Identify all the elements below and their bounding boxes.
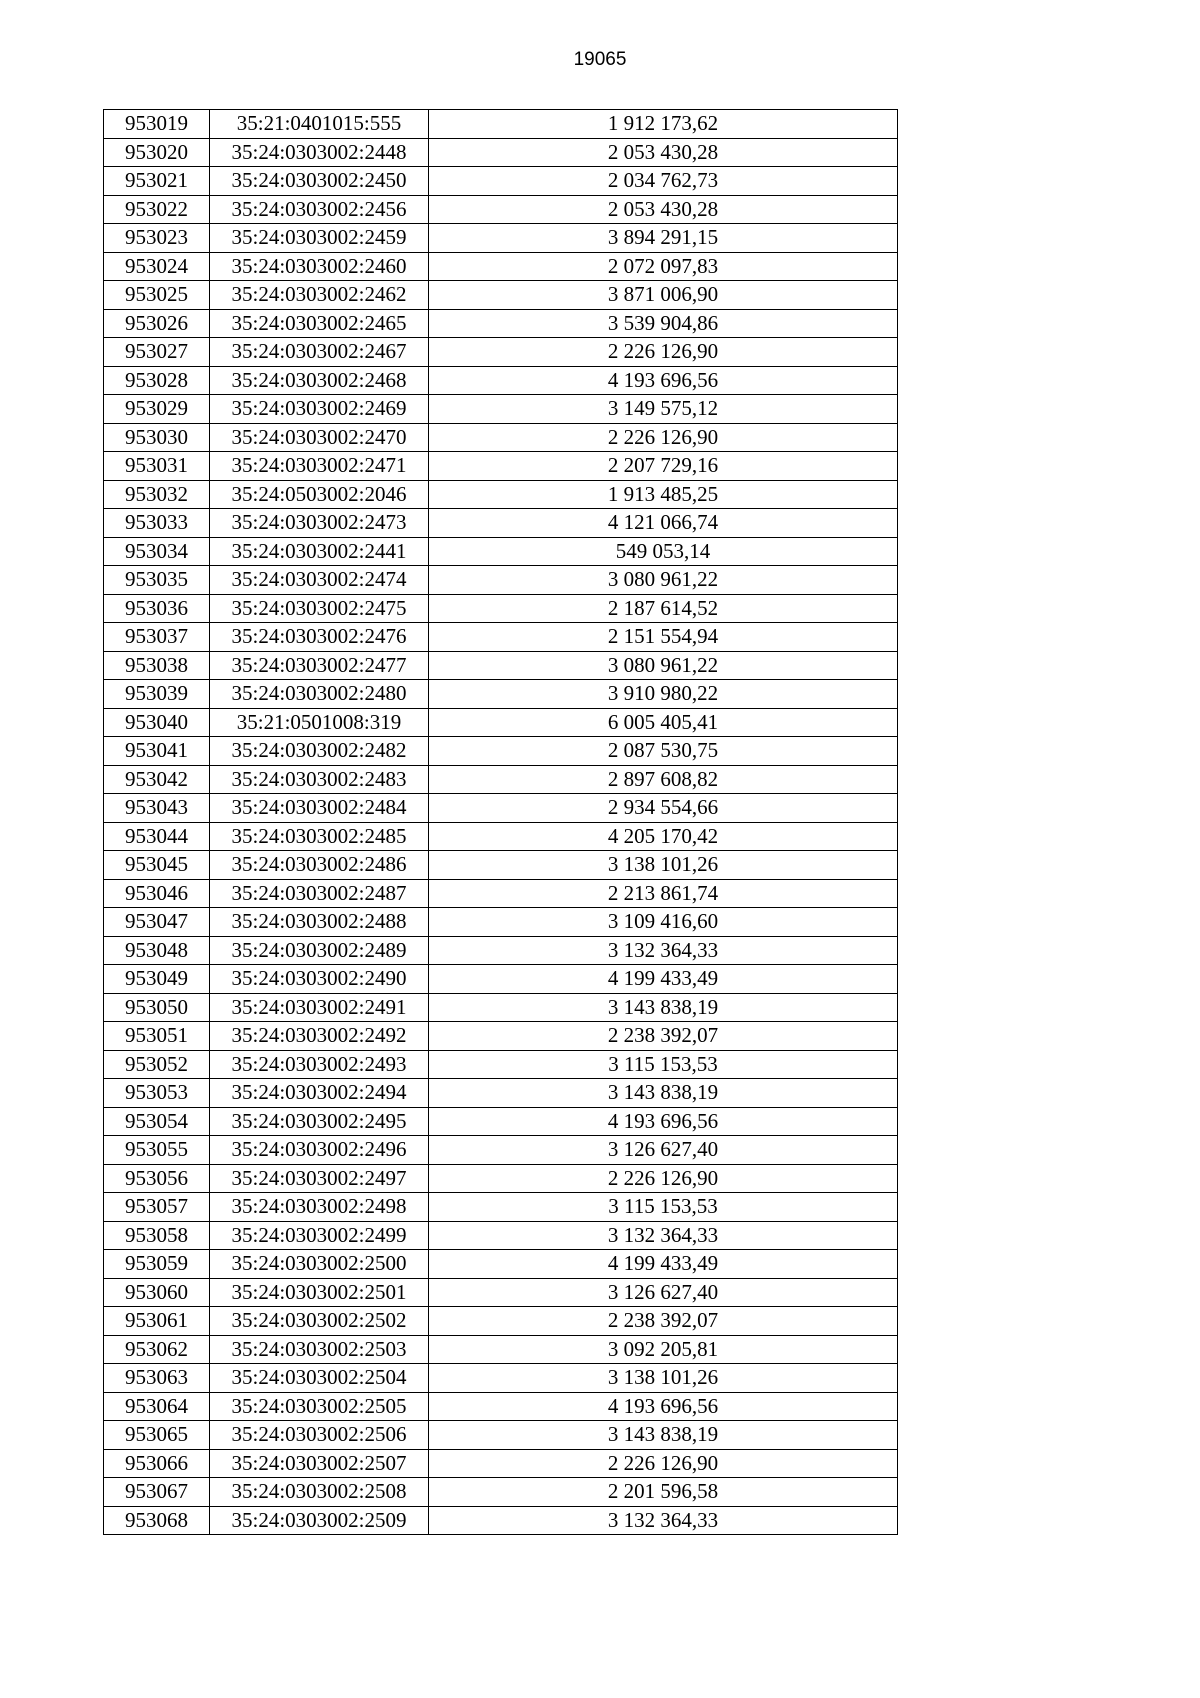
table-row — [104, 138, 898, 167]
table-row — [104, 851, 898, 880]
table-row — [104, 936, 898, 965]
row-number-cell: 953035 — [104, 566, 210, 595]
cadastral-value-cell: 3 080 961,22 — [429, 566, 898, 595]
table-row — [104, 252, 898, 281]
row-number-cell: 953057 — [104, 1193, 210, 1222]
cadastral-value-cell: 3 143 838,19 — [429, 993, 898, 1022]
cadastral-number-cell: 35:24:0303002:2482 — [210, 737, 429, 766]
cadastral-number-cell: 35:24:0303002:2504 — [210, 1364, 429, 1393]
row-number-cell: 953049 — [104, 965, 210, 994]
cadastral-number-cell: 35:24:0303002:2456 — [210, 195, 429, 224]
cadastral-value-cell: 3 871 006,90 — [429, 281, 898, 310]
cadastral-number-cell: 35:24:0303002:2506 — [210, 1421, 429, 1450]
table-row — [104, 993, 898, 1022]
cadastral-value-cell: 1 912 173,62 — [429, 110, 898, 139]
row-number-cell: 953042 — [104, 765, 210, 794]
row-number-cell: 953058 — [104, 1221, 210, 1250]
table-row — [104, 1136, 898, 1165]
cadastral-value-cell: 2 238 392,07 — [429, 1307, 898, 1336]
cadastral-number-cell: 35:24:0303002:2500 — [210, 1250, 429, 1279]
row-number-cell: 953063 — [104, 1364, 210, 1393]
cadastral-number-cell: 35:24:0303002:2507 — [210, 1449, 429, 1478]
cadastral-number-cell: 35:24:0303002:2473 — [210, 509, 429, 538]
table-row — [104, 224, 898, 253]
cadastral-value-cell: 4 121 066,74 — [429, 509, 898, 538]
table-body — [104, 110, 898, 1535]
cadastral-number-cell: 35:24:0303002:2502 — [210, 1307, 429, 1336]
cadastral-value-cell: 549 053,14 — [429, 537, 898, 566]
cadastral-value-cell: 2 226 126,90 — [429, 423, 898, 452]
cadastral-value-cell: 4 199 433,49 — [429, 965, 898, 994]
table-row — [104, 1506, 898, 1535]
row-number-cell: 953019 — [104, 110, 210, 139]
cadastral-value-cell: 3 149 575,12 — [429, 395, 898, 424]
page-number: 19065 — [573, 49, 627, 70]
row-number-cell: 953054 — [104, 1107, 210, 1136]
cadastral-value-cell: 3 539 904,86 — [429, 309, 898, 338]
cadastral-value-cell: 3 138 101,26 — [429, 851, 898, 880]
table-row — [104, 1050, 898, 1079]
cadastral-value-cell: 3 894 291,15 — [429, 224, 898, 253]
cadastral-number-cell: 35:24:0303002:2496 — [210, 1136, 429, 1165]
cadastral-value-cell: 4 193 696,56 — [429, 366, 898, 395]
cadastral-number-cell: 35:24:0303002:2460 — [210, 252, 429, 281]
table-row — [104, 1079, 898, 1108]
cadastral-number-cell: 35:21:0401015:555 — [210, 110, 429, 139]
cadastral-value-table — [103, 109, 898, 1535]
cadastral-value-cell: 2 897 608,82 — [429, 765, 898, 794]
cadastral-number-cell: 35:24:0303002:2505 — [210, 1392, 429, 1421]
table-row — [104, 480, 898, 509]
cadastral-number-cell: 35:24:0303002:2493 — [210, 1050, 429, 1079]
cadastral-value-cell: 3 132 364,33 — [429, 1506, 898, 1535]
cadastral-number-cell: 35:21:0501008:319 — [210, 708, 429, 737]
cadastral-number-cell: 35:24:0303002:2480 — [210, 680, 429, 709]
cadastral-value-cell: 3 115 153,53 — [429, 1193, 898, 1222]
cadastral-value-cell: 3 092 205,81 — [429, 1335, 898, 1364]
row-number-cell: 953040 — [104, 708, 210, 737]
row-number-cell: 953023 — [104, 224, 210, 253]
row-number-cell: 953066 — [104, 1449, 210, 1478]
cadastral-value-cell: 3 126 627,40 — [429, 1136, 898, 1165]
cadastral-number-cell: 35:24:0303002:2467 — [210, 338, 429, 367]
row-number-cell: 953052 — [104, 1050, 210, 1079]
row-number-cell: 953055 — [104, 1136, 210, 1165]
row-number-cell: 953041 — [104, 737, 210, 766]
cadastral-number-cell: 35:24:0303002:2450 — [210, 167, 429, 196]
row-number-cell: 953050 — [104, 993, 210, 1022]
table-row — [104, 309, 898, 338]
cadastral-number-cell: 35:24:0303002:2474 — [210, 566, 429, 595]
cadastral-number-cell: 35:24:0303002:2501 — [210, 1278, 429, 1307]
cadastral-value-cell: 3 910 980,22 — [429, 680, 898, 709]
cadastral-value-cell: 4 193 696,56 — [429, 1392, 898, 1421]
row-number-cell: 953029 — [104, 395, 210, 424]
table-row — [104, 110, 898, 139]
table-row — [104, 765, 898, 794]
cadastral-value-cell: 2 034 762,73 — [429, 167, 898, 196]
cadastral-value-cell: 6 005 405,41 — [429, 708, 898, 737]
cadastral-value-cell: 2 213 861,74 — [429, 879, 898, 908]
cadastral-value-cell: 4 205 170,42 — [429, 822, 898, 851]
cadastral-number-cell: 35:24:0303002:2475 — [210, 594, 429, 623]
row-number-cell: 953027 — [104, 338, 210, 367]
cadastral-number-cell: 35:24:0303002:2488 — [210, 908, 429, 937]
row-number-cell: 953030 — [104, 423, 210, 452]
table-row — [104, 1022, 898, 1051]
table-row — [104, 509, 898, 538]
row-number-cell: 953026 — [104, 309, 210, 338]
cadastral-number-cell: 35:24:0303002:2470 — [210, 423, 429, 452]
cadastral-number-cell: 35:24:0303002:2508 — [210, 1478, 429, 1507]
row-number-cell: 953065 — [104, 1421, 210, 1450]
cadastral-value-cell: 2 934 554,66 — [429, 794, 898, 823]
cadastral-value-cell: 2 087 530,75 — [429, 737, 898, 766]
cadastral-number-cell: 35:24:0303002:2477 — [210, 651, 429, 680]
row-number-cell: 953068 — [104, 1506, 210, 1535]
cadastral-value-cell: 2 226 126,90 — [429, 1164, 898, 1193]
table-row — [104, 1278, 898, 1307]
table-row — [104, 1335, 898, 1364]
table-row — [104, 1107, 898, 1136]
row-number-cell: 953059 — [104, 1250, 210, 1279]
cadastral-number-cell: 35:24:0303002:2487 — [210, 879, 429, 908]
table-row — [104, 1364, 898, 1393]
row-number-cell: 953033 — [104, 509, 210, 538]
cadastral-number-cell: 35:24:0303002:2495 — [210, 1107, 429, 1136]
row-number-cell: 953060 — [104, 1278, 210, 1307]
table-row — [104, 1478, 898, 1507]
row-number-cell: 953022 — [104, 195, 210, 224]
row-number-cell: 953038 — [104, 651, 210, 680]
cadastral-value-cell: 2 053 430,28 — [429, 138, 898, 167]
table-row — [104, 794, 898, 823]
table-row — [104, 708, 898, 737]
cadastral-number-cell: 35:24:0303002:2471 — [210, 452, 429, 481]
cadastral-value-cell: 2 201 596,58 — [429, 1478, 898, 1507]
table-row — [104, 537, 898, 566]
row-number-cell: 953067 — [104, 1478, 210, 1507]
cadastral-number-cell: 35:24:0303002:2476 — [210, 623, 429, 652]
cadastral-number-cell: 35:24:0303002:2497 — [210, 1164, 429, 1193]
cadastral-number-cell: 35:24:0303002:2459 — [210, 224, 429, 253]
cadastral-value-cell: 2 053 430,28 — [429, 195, 898, 224]
table-row — [104, 594, 898, 623]
row-number-cell: 953053 — [104, 1079, 210, 1108]
cadastral-value-cell: 3 143 838,19 — [429, 1079, 898, 1108]
cadastral-value-cell: 2 226 126,90 — [429, 338, 898, 367]
cadastral-value-cell: 2 238 392,07 — [429, 1022, 898, 1051]
row-number-cell: 953056 — [104, 1164, 210, 1193]
cadastral-number-cell: 35:24:0303002:2503 — [210, 1335, 429, 1364]
cadastral-number-cell: 35:24:0303002:2490 — [210, 965, 429, 994]
table-row — [104, 1392, 898, 1421]
cadastral-number-cell: 35:24:0303002:2498 — [210, 1193, 429, 1222]
row-number-cell: 953034 — [104, 537, 210, 566]
table-row — [104, 281, 898, 310]
row-number-cell: 953028 — [104, 366, 210, 395]
table-row — [104, 366, 898, 395]
table-row — [104, 1250, 898, 1279]
cadastral-number-cell: 35:24:0303002:2469 — [210, 395, 429, 424]
row-number-cell: 953043 — [104, 794, 210, 823]
cadastral-value-cell: 2 151 554,94 — [429, 623, 898, 652]
table-row — [104, 423, 898, 452]
cadastral-number-cell: 35:24:0303002:2483 — [210, 765, 429, 794]
cadastral-number-cell: 35:24:0303002:2485 — [210, 822, 429, 851]
cadastral-number-cell: 35:24:0303002:2499 — [210, 1221, 429, 1250]
table-row — [104, 908, 898, 937]
cadastral-value-cell: 3 126 627,40 — [429, 1278, 898, 1307]
row-number-cell: 953046 — [104, 879, 210, 908]
row-number-cell: 953051 — [104, 1022, 210, 1051]
table-row — [104, 623, 898, 652]
table-row — [104, 680, 898, 709]
row-number-cell: 953064 — [104, 1392, 210, 1421]
table-row — [104, 1421, 898, 1450]
cadastral-value-cell: 2 207 729,16 — [429, 452, 898, 481]
table-row — [104, 879, 898, 908]
cadastral-value-cell: 2 072 097,83 — [429, 252, 898, 281]
cadastral-value-cell: 3 138 101,26 — [429, 1364, 898, 1393]
row-number-cell: 953025 — [104, 281, 210, 310]
cadastral-number-cell: 35:24:0303002:2462 — [210, 281, 429, 310]
table-row — [104, 1193, 898, 1222]
table-row — [104, 1164, 898, 1193]
cadastral-value-cell: 2 226 126,90 — [429, 1449, 898, 1478]
cadastral-value-cell: 3 109 416,60 — [429, 908, 898, 937]
row-number-cell: 953020 — [104, 138, 210, 167]
cadastral-number-cell: 35:24:0303002:2465 — [210, 309, 429, 338]
row-number-cell: 953037 — [104, 623, 210, 652]
row-number-cell: 953061 — [104, 1307, 210, 1336]
cadastral-value-cell: 4 193 696,56 — [429, 1107, 898, 1136]
cadastral-value-cell: 3 080 961,22 — [429, 651, 898, 680]
table-row — [104, 1307, 898, 1336]
table-row — [104, 566, 898, 595]
row-number-cell: 953021 — [104, 167, 210, 196]
table-row — [104, 822, 898, 851]
cadastral-number-cell: 35:24:0303002:2486 — [210, 851, 429, 880]
cadastral-number-cell: 35:24:0303002:2468 — [210, 366, 429, 395]
cadastral-value-cell: 4 199 433,49 — [429, 1250, 898, 1279]
cadastral-value-cell: 3 132 364,33 — [429, 1221, 898, 1250]
row-number-cell: 953044 — [104, 822, 210, 851]
row-number-cell: 953036 — [104, 594, 210, 623]
cadastral-value-cell: 3 143 838,19 — [429, 1421, 898, 1450]
cadastral-number-cell: 35:24:0303002:2492 — [210, 1022, 429, 1051]
table-row — [104, 338, 898, 367]
cadastral-value-cell: 3 115 153,53 — [429, 1050, 898, 1079]
cadastral-value-cell: 2 187 614,52 — [429, 594, 898, 623]
cadastral-number-cell: 35:24:0303002:2491 — [210, 993, 429, 1022]
cadastral-number-cell: 35:24:0503002:2046 — [210, 480, 429, 509]
row-number-cell: 953032 — [104, 480, 210, 509]
row-number-cell: 953048 — [104, 936, 210, 965]
cadastral-value-cell: 1 913 485,25 — [429, 480, 898, 509]
cadastral-number-cell: 35:24:0303002:2484 — [210, 794, 429, 823]
cadastral-number-cell: 35:24:0303002:2441 — [210, 537, 429, 566]
row-number-cell: 953024 — [104, 252, 210, 281]
table-row — [104, 651, 898, 680]
cadastral-number-cell: 35:24:0303002:2489 — [210, 936, 429, 965]
cadastral-number-cell: 35:24:0303002:2509 — [210, 1506, 429, 1535]
table-row — [104, 737, 898, 766]
table-row — [104, 195, 898, 224]
cadastral-number-cell: 35:24:0303002:2494 — [210, 1079, 429, 1108]
cadastral-number-cell: 35:24:0303002:2448 — [210, 138, 429, 167]
table-row — [104, 395, 898, 424]
table-row — [104, 965, 898, 994]
row-number-cell: 953039 — [104, 680, 210, 709]
row-number-cell: 953045 — [104, 851, 210, 880]
table-row — [104, 1221, 898, 1250]
row-number-cell: 953062 — [104, 1335, 210, 1364]
table-row — [104, 1449, 898, 1478]
row-number-cell: 953047 — [104, 908, 210, 937]
table-row — [104, 452, 898, 481]
cadastral-value-cell: 3 132 364,33 — [429, 936, 898, 965]
row-number-cell: 953031 — [104, 452, 210, 481]
table-row — [104, 167, 898, 196]
